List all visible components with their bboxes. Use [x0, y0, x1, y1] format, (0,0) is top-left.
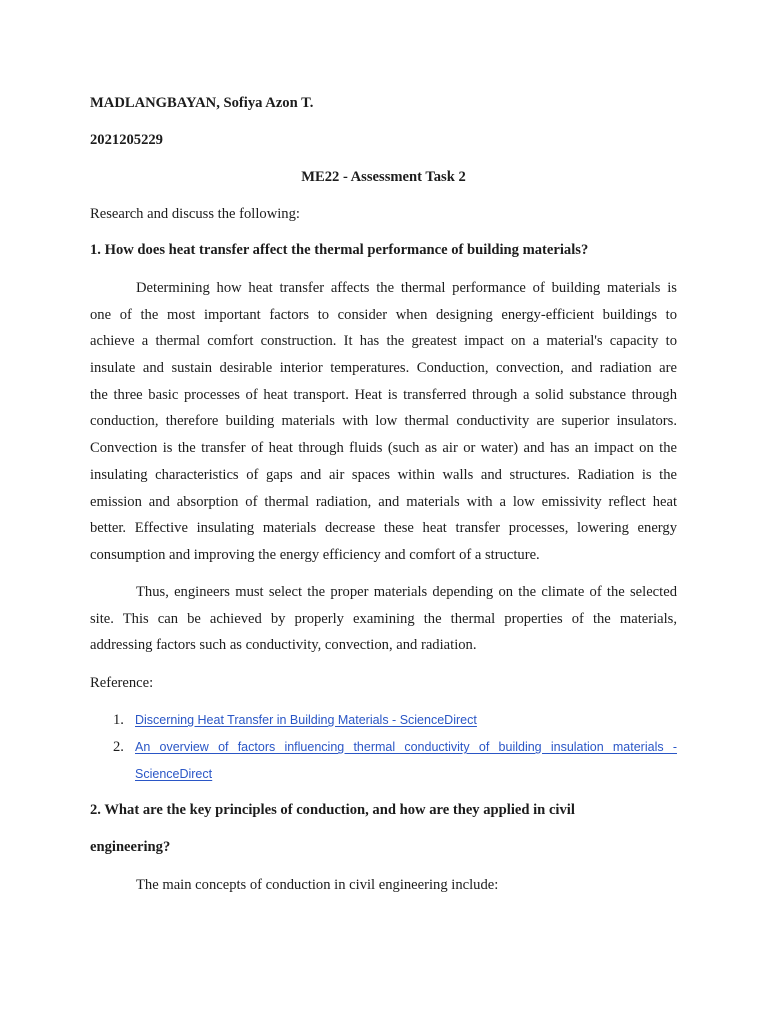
- paragraph-line: insulate and sustain desirable interior temperatures. Conduction, convection, and radiation are: [90, 360, 677, 377]
- question-2-heading-continued: engineering?: [90, 839, 171, 855]
- paragraph-line: The main concepts of conduction in civil engineering include:: [136, 877, 499, 893]
- question-1-paragraph-2: [90, 579, 677, 659]
- assignment-title: ME22 - Assessment Task 2: [301, 169, 466, 185]
- reference-label: Reference:: [90, 675, 154, 691]
- paragraph-line: achieve a thermal comfort construction. It has the greatest impact on a material's capacity to: [90, 333, 677, 350]
- question-1-paragraph-1: [90, 275, 677, 569]
- paragraph-line: conduction, therefore building materials with low thermal conductivity are superior insulators.: [90, 413, 677, 430]
- reference-link-line[interactable]: ScienceDirect: [135, 766, 213, 781]
- student-name: MADLANGBAYAN, Sofiya Azon T.: [90, 95, 314, 111]
- reference-number: 1.: [113, 712, 124, 728]
- reference-link-line[interactable]: An overview of factors influencing thermal conductivity of building insulation materials -: [135, 740, 677, 754]
- reference-number: 2.: [113, 739, 124, 755]
- question-2-intro: [90, 872, 677, 899]
- paragraph-line: consumption and improving the energy efficiency and comfort of a structure.: [90, 546, 540, 563]
- paragraph-line: one of the most important factors to consider when designing energy-efficient buildings to: [90, 306, 677, 323]
- paragraph-line: Thus, engineers must select the proper materials depending on the climate of the selected: [136, 584, 677, 600]
- paragraph-line: Determining how heat transfer affects the thermal performance of building materials is: [136, 280, 677, 296]
- paragraph-line: site. This can be achieved by properly examining the thermal properties of the materials,: [90, 610, 677, 627]
- reference-link-line[interactable]: Discerning Heat Transfer in Building Materials - ScienceDirect: [135, 713, 477, 727]
- question-2-heading: 2. What are the key principles of conduction, and how are they applied in civil: [90, 802, 575, 818]
- question-1-heading: 1. How does heat transfer affect the thermal performance of building materials?: [90, 242, 589, 258]
- paragraph-line: insulating characteristics of gaps and air spaces within walls and structures. Radiation is the: [90, 466, 677, 483]
- reference-link-sciencedirect-heat-transfer[interactable]: [135, 707, 677, 734]
- paragraph-line: the three basic processes of heat transport. Heat is transferred through a solid substance through: [90, 386, 677, 403]
- instructions-text: Research and discuss the following:: [90, 206, 300, 222]
- reference-link-sciencedirect-insulation-materials[interactable]: [135, 734, 677, 787]
- paragraph-line: Convection is the transfer of heat through fluids (such as air or water) and has an impact on the: [90, 440, 677, 457]
- student-number: 2021205229: [90, 132, 163, 148]
- paragraph-line: better. Effective insulating materials decrease these heat transfer processes, lowering energy: [90, 520, 677, 537]
- paragraph-line: addressing factors such as conductivity, convection, and radiation.: [90, 637, 477, 654]
- paragraph-line: emission and absorption of thermal radiation, and materials with a low emissivity reflect heat: [90, 493, 677, 510]
